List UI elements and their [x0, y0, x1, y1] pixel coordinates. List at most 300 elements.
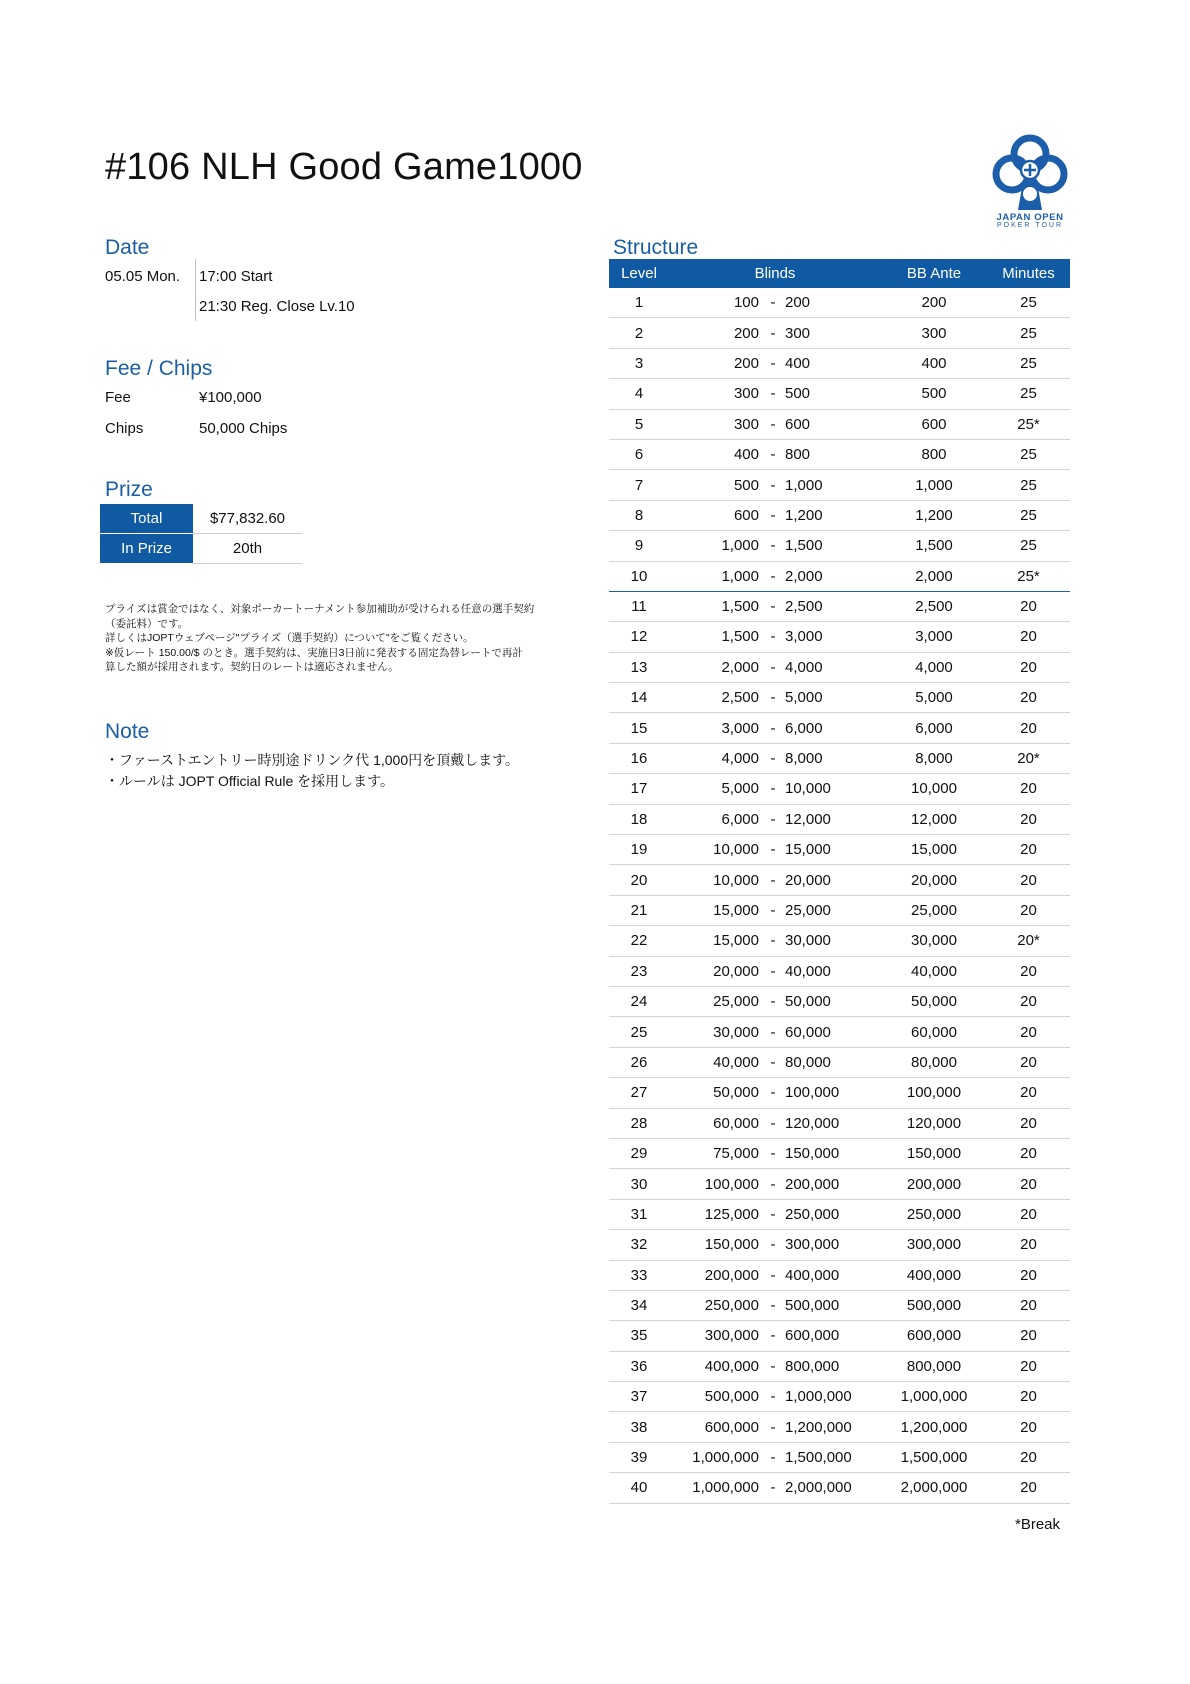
blind-separator: - [763, 1382, 783, 1412]
big-blind-cell: 10,000 [783, 774, 881, 804]
big-blind-cell: 400,000 [783, 1260, 881, 1290]
structure-row [609, 561, 1070, 591]
minutes-cell: 20 [987, 1260, 1070, 1290]
bb-ante-cell: 1,000,000 [881, 1382, 987, 1412]
structure-row [609, 956, 1070, 986]
start-time: 17:00 Start [199, 268, 273, 285]
blind-separator: - [763, 1138, 783, 1168]
small-blind-cell: 75,000 [669, 1138, 763, 1168]
level-cell: 17 [609, 774, 669, 804]
level-cell: 15 [609, 713, 669, 743]
small-blind-cell: 600 [669, 500, 763, 530]
logo-line2: POKER TOUR [996, 222, 1064, 229]
structure-row [609, 683, 1070, 713]
blind-separator: - [763, 622, 783, 652]
structure-row [609, 470, 1070, 500]
blind-separator: - [763, 926, 783, 956]
small-blind-cell: 25,000 [669, 986, 763, 1016]
prize-total-row [100, 504, 302, 534]
bb-ante-cell: 25,000 [881, 895, 987, 925]
bb-ante-cell: 300 [881, 318, 987, 348]
minutes-cell: 20* [987, 743, 1070, 773]
minutes-cell: 20 [987, 835, 1070, 865]
minutes-cell: 20 [987, 804, 1070, 834]
date-divider [195, 259, 196, 321]
jopt-logo [985, 132, 1075, 236]
level-cell: 23 [609, 956, 669, 986]
minutes-cell: 20 [987, 622, 1070, 652]
big-blind-cell: 1,500,000 [783, 1442, 881, 1472]
structure-row [609, 652, 1070, 682]
bb-ante-cell: 1,000 [881, 470, 987, 500]
small-blind-cell: 50,000 [669, 1078, 763, 1108]
level-cell: 12 [609, 622, 669, 652]
big-blind-cell: 4,000 [783, 652, 881, 682]
bb-ante-cell: 1,500,000 [881, 1442, 987, 1472]
bb-ante-cell: 12,000 [881, 804, 987, 834]
blind-separator: - [763, 895, 783, 925]
fee-chips-heading: Fee / Chips [105, 357, 213, 380]
small-blind-cell: 3,000 [669, 713, 763, 743]
blind-separator: - [763, 379, 783, 409]
note-line: ・ファーストエントリー時別途ドリンク代 1,000円を頂戴します。 [105, 752, 519, 768]
big-blind-cell: 50,000 [783, 986, 881, 1016]
bb-ante-cell: 1,200,000 [881, 1412, 987, 1442]
level-cell: 24 [609, 986, 669, 1016]
minutes-cell: 20 [987, 1321, 1070, 1351]
big-blind-cell: 100,000 [783, 1078, 881, 1108]
blind-separator: - [763, 1230, 783, 1260]
prize-table [100, 504, 302, 564]
level-cell: 26 [609, 1047, 669, 1077]
structure-table [609, 259, 1070, 1504]
blind-separator: - [763, 531, 783, 561]
small-blind-cell: 40,000 [669, 1047, 763, 1077]
big-blind-cell: 1,200 [783, 500, 881, 530]
level-cell: 2 [609, 318, 669, 348]
minutes-cell: 20 [987, 865, 1070, 895]
note-heading: Note [105, 720, 150, 743]
blind-separator: - [763, 1351, 783, 1381]
level-cell: 11 [609, 591, 669, 621]
minutes-cell: 20 [987, 1230, 1070, 1260]
bb-ante-cell: 30,000 [881, 926, 987, 956]
big-blind-cell: 1,000,000 [783, 1382, 881, 1412]
minutes-cell: 25 [987, 470, 1070, 500]
structure-heading: Structure [613, 236, 699, 259]
bb-ante-cell: 200,000 [881, 1169, 987, 1199]
reg-close-time: 21:30 Reg. Close Lv.10 [199, 298, 355, 315]
small-blind-cell: 150,000 [669, 1230, 763, 1260]
prize-total-value: $77,832.60 [193, 504, 302, 534]
minutes-cell: 20 [987, 1412, 1070, 1442]
big-blind-cell: 30,000 [783, 926, 881, 956]
structure-row [609, 439, 1070, 469]
level-cell: 3 [609, 348, 669, 378]
blind-separator: - [763, 409, 783, 439]
minutes-cell: 20 [987, 1169, 1070, 1199]
big-blind-cell: 1,000 [783, 470, 881, 500]
event-day: 05.05 Mon. [105, 268, 181, 285]
level-cell: 18 [609, 804, 669, 834]
structure-row [609, 865, 1070, 895]
bb-ante-cell: 600 [881, 409, 987, 439]
bb-ante-cell: 4,000 [881, 652, 987, 682]
big-blind-cell: 2,000,000 [783, 1473, 881, 1503]
small-blind-cell: 1,000,000 [669, 1442, 763, 1472]
structure-row [609, 835, 1070, 865]
small-blind-cell: 60,000 [669, 1108, 763, 1138]
big-blind-cell: 800 [783, 439, 881, 469]
level-cell: 19 [609, 835, 669, 865]
blind-separator: - [763, 865, 783, 895]
blind-separator: - [763, 713, 783, 743]
chips-label: Chips [105, 420, 144, 437]
minutes-cell: 20* [987, 926, 1070, 956]
level-cell: 30 [609, 1169, 669, 1199]
big-blind-cell: 120,000 [783, 1108, 881, 1138]
level-cell: 36 [609, 1351, 669, 1381]
level-cell: 14 [609, 683, 669, 713]
bb-ante-cell: 15,000 [881, 835, 987, 865]
structure-rows [609, 288, 1070, 1503]
big-blind-cell: 300 [783, 318, 881, 348]
small-blind-cell: 1,000 [669, 561, 763, 591]
blinds-column-header: Blinds [669, 259, 881, 288]
blind-separator: - [763, 1260, 783, 1290]
small-blind-cell: 250,000 [669, 1290, 763, 1320]
structure-row [609, 1442, 1070, 1472]
small-blind-cell: 6,000 [669, 804, 763, 834]
club-icon [990, 132, 1070, 214]
big-blind-cell: 12,000 [783, 804, 881, 834]
bb-ante-cell: 20,000 [881, 865, 987, 895]
level-cell: 20 [609, 865, 669, 895]
chips-value: 50,000 Chips [199, 420, 288, 437]
small-blind-cell: 300 [669, 379, 763, 409]
blind-separator: - [763, 1078, 783, 1108]
structure-row [609, 926, 1070, 956]
structure-row [609, 1199, 1070, 1229]
big-blind-cell: 2,500 [783, 591, 881, 621]
minutes-cell: 20 [987, 1199, 1070, 1229]
structure-row [609, 1351, 1070, 1381]
level-cell: 29 [609, 1138, 669, 1168]
big-blind-cell: 60,000 [783, 1017, 881, 1047]
small-blind-cell: 400,000 [669, 1351, 763, 1381]
bb-ante-cell: 2,000 [881, 561, 987, 591]
prize-total-label: Total [100, 504, 193, 534]
big-blind-cell: 600,000 [783, 1321, 881, 1351]
big-blind-cell: 6,000 [783, 713, 881, 743]
bb-ante-cell: 150,000 [881, 1138, 987, 1168]
blind-separator: - [763, 288, 783, 318]
structure-row [609, 1138, 1070, 1168]
structure-row [609, 379, 1070, 409]
small-blind-cell: 1,500 [669, 622, 763, 652]
bb-ante-cell: 120,000 [881, 1108, 987, 1138]
structure-row [609, 895, 1070, 925]
small-blind-cell: 200,000 [669, 1260, 763, 1290]
blind-separator: - [763, 683, 783, 713]
blind-separator: - [763, 956, 783, 986]
minutes-cell: 20 [987, 1473, 1070, 1503]
minutes-cell: 20 [987, 1047, 1070, 1077]
structure-row [609, 1047, 1070, 1077]
level-cell: 4 [609, 379, 669, 409]
big-blind-cell: 500 [783, 379, 881, 409]
minutes-cell: 20 [987, 986, 1070, 1016]
note-line: ・ルールは JOPT Official Rule を採用します。 [105, 773, 395, 789]
structure-row [609, 1290, 1070, 1320]
minutes-cell: 25 [987, 348, 1070, 378]
minutes-cell: 25 [987, 379, 1070, 409]
big-blind-cell: 2,000 [783, 561, 881, 591]
small-blind-cell: 10,000 [669, 865, 763, 895]
small-blind-cell: 100,000 [669, 1169, 763, 1199]
level-cell: 38 [609, 1412, 669, 1442]
minutes-cell: 20 [987, 1351, 1070, 1381]
structure-row [609, 409, 1070, 439]
bb-ante-cell: 6,000 [881, 713, 987, 743]
structure-row [609, 622, 1070, 652]
small-blind-cell: 2,000 [669, 652, 763, 682]
minutes-cell: 25* [987, 409, 1070, 439]
disclaimer-line: （委託料）です。 [105, 617, 189, 630]
blind-separator: - [763, 318, 783, 348]
structure-row [609, 1108, 1070, 1138]
structure-row [609, 348, 1070, 378]
bb-ante-cell: 60,000 [881, 1017, 987, 1047]
big-blind-cell: 200 [783, 288, 881, 318]
big-blind-cell: 1,500 [783, 531, 881, 561]
structure-row [609, 591, 1070, 621]
level-cell: 40 [609, 1473, 669, 1503]
small-blind-cell: 1,000,000 [669, 1473, 763, 1503]
level-cell: 7 [609, 470, 669, 500]
bb-ante-cell: 8,000 [881, 743, 987, 773]
structure-row [609, 1169, 1070, 1199]
blind-separator: - [763, 804, 783, 834]
blind-separator: - [763, 561, 783, 591]
level-cell: 5 [609, 409, 669, 439]
structure-row [609, 713, 1070, 743]
level-cell: 31 [609, 1199, 669, 1229]
bb-ante-cell: 10,000 [881, 774, 987, 804]
disclaimer-line: ※仮レート 150.00/$ のとき。選手契約は、実施日3日前に発表する固定為替レートで再計 [105, 646, 523, 659]
big-blind-cell: 8,000 [783, 743, 881, 773]
structure-row [609, 1017, 1070, 1047]
minutes-cell: 20 [987, 1442, 1070, 1472]
small-blind-cell: 1,000 [669, 531, 763, 561]
structure-row [609, 743, 1070, 773]
minutes-column-header: Minutes [987, 259, 1070, 288]
big-blind-cell: 800,000 [783, 1351, 881, 1381]
date-heading: Date [105, 236, 150, 259]
big-blind-cell: 400 [783, 348, 881, 378]
prize-disclaimer [105, 602, 575, 675]
big-blind-cell: 500,000 [783, 1290, 881, 1320]
logo-line1: JAPAN OPEN [996, 212, 1064, 223]
level-cell: 1 [609, 288, 669, 318]
minutes-cell: 20 [987, 895, 1070, 925]
big-blind-cell: 250,000 [783, 1199, 881, 1229]
minutes-cell: 20 [987, 956, 1070, 986]
level-cell: 27 [609, 1078, 669, 1108]
prize-inprize-row [100, 534, 302, 564]
structure-row [609, 318, 1070, 348]
blind-separator: - [763, 1169, 783, 1199]
bb-ante-cell: 500 [881, 379, 987, 409]
prize-inprize-label: In Prize [100, 534, 193, 564]
level-cell: 34 [609, 1290, 669, 1320]
bb-ante-cell: 200 [881, 288, 987, 318]
blind-separator: - [763, 835, 783, 865]
small-blind-cell: 300,000 [669, 1321, 763, 1351]
small-blind-cell: 200 [669, 318, 763, 348]
structure-row [609, 500, 1070, 530]
bb-ante-cell: 100,000 [881, 1078, 987, 1108]
break-note: *Break [1015, 1516, 1061, 1533]
structure-row [609, 1412, 1070, 1442]
bb-ante-cell: 500,000 [881, 1290, 987, 1320]
level-cell: 35 [609, 1321, 669, 1351]
small-blind-cell: 15,000 [669, 895, 763, 925]
bb-ante-cell: 2,000,000 [881, 1473, 987, 1503]
minutes-cell: 20 [987, 683, 1070, 713]
minutes-cell: 25 [987, 500, 1070, 530]
bb-ante-cell: 400,000 [881, 1260, 987, 1290]
minutes-cell: 20 [987, 1382, 1070, 1412]
small-blind-cell: 1,500 [669, 591, 763, 621]
minutes-cell: 20 [987, 1017, 1070, 1047]
bb-ante-cell: 40,000 [881, 956, 987, 986]
bb-ante-cell: 600,000 [881, 1321, 987, 1351]
blind-separator: - [763, 1017, 783, 1047]
blind-separator: - [763, 743, 783, 773]
minutes-cell: 20 [987, 591, 1070, 621]
level-cell: 16 [609, 743, 669, 773]
structure-row [609, 774, 1070, 804]
blind-separator: - [763, 348, 783, 378]
bb-ante-cell: 300,000 [881, 1230, 987, 1260]
big-blind-cell: 25,000 [783, 895, 881, 925]
structure-row [609, 1230, 1070, 1260]
page-title: #106 NLH Good Game1000 [105, 146, 583, 188]
blind-separator: - [763, 439, 783, 469]
bb-ante-cell: 80,000 [881, 1047, 987, 1077]
minutes-cell: 25 [987, 318, 1070, 348]
small-blind-cell: 500 [669, 470, 763, 500]
level-cell: 9 [609, 531, 669, 561]
bb-ante-cell: 800 [881, 439, 987, 469]
big-blind-cell: 300,000 [783, 1230, 881, 1260]
structure-row [609, 1321, 1070, 1351]
small-blind-cell: 100 [669, 288, 763, 318]
blind-separator: - [763, 1321, 783, 1351]
small-blind-cell: 10,000 [669, 835, 763, 865]
blind-separator: - [763, 1199, 783, 1229]
bb-ante-cell: 5,000 [881, 683, 987, 713]
fee-value: ¥100,000 [199, 389, 262, 406]
structure-row [609, 1260, 1070, 1290]
disclaimer-line: プライズは賞金ではなく、対象ポーカートーナメント参加補助が受けられる任意の選手契約 [105, 603, 535, 615]
bb-ante-cell: 3,000 [881, 622, 987, 652]
structure-row [609, 1382, 1070, 1412]
blind-separator: - [763, 1473, 783, 1503]
minutes-cell: 25* [987, 561, 1070, 591]
level-cell: 25 [609, 1017, 669, 1047]
minutes-cell: 20 [987, 774, 1070, 804]
minutes-cell: 20 [987, 1138, 1070, 1168]
level-cell: 8 [609, 500, 669, 530]
bb-ante-cell: 1,500 [881, 531, 987, 561]
level-cell: 21 [609, 895, 669, 925]
big-blind-cell: 1,200,000 [783, 1412, 881, 1442]
big-blind-cell: 15,000 [783, 835, 881, 865]
disclaimer-line: 詳しくはJOPTウェブページ"プライズ（選手契約）について"をご覧ください。 [105, 632, 474, 644]
level-cell: 6 [609, 439, 669, 469]
blind-separator: - [763, 591, 783, 621]
small-blind-cell: 15,000 [669, 926, 763, 956]
structure-row [609, 804, 1070, 834]
level-cell: 32 [609, 1230, 669, 1260]
minutes-cell: 20 [987, 1290, 1070, 1320]
fee-label: Fee [105, 389, 131, 406]
blind-separator: - [763, 652, 783, 682]
structure-row [609, 1473, 1070, 1503]
level-cell: 13 [609, 652, 669, 682]
bb-ante-cell: 50,000 [881, 986, 987, 1016]
small-blind-cell: 30,000 [669, 1017, 763, 1047]
blind-separator: - [763, 986, 783, 1016]
structure-row [609, 1078, 1070, 1108]
blind-separator: - [763, 1412, 783, 1442]
minutes-cell: 20 [987, 652, 1070, 682]
minutes-cell: 20 [987, 1078, 1070, 1108]
big-blind-cell: 40,000 [783, 956, 881, 986]
big-blind-cell: 3,000 [783, 622, 881, 652]
big-blind-cell: 200,000 [783, 1169, 881, 1199]
big-blind-cell: 5,000 [783, 683, 881, 713]
structure-header-row [609, 259, 1070, 288]
small-blind-cell: 4,000 [669, 743, 763, 773]
level-cell: 33 [609, 1260, 669, 1290]
big-blind-cell: 20,000 [783, 865, 881, 895]
minutes-cell: 25 [987, 531, 1070, 561]
note-list [105, 750, 519, 792]
minutes-cell: 20 [987, 713, 1070, 743]
disclaimer-line: 算した額が採用されます。契約日のレートは適応されません。 [105, 661, 399, 673]
level-column-header: Level [609, 259, 669, 288]
level-cell: 39 [609, 1442, 669, 1472]
ante-column-header: BB Ante [881, 259, 987, 288]
bb-ante-cell: 400 [881, 348, 987, 378]
blind-separator: - [763, 500, 783, 530]
level-cell: 22 [609, 926, 669, 956]
small-blind-cell: 600,000 [669, 1412, 763, 1442]
minutes-cell: 20 [987, 1108, 1070, 1138]
structure-row [609, 288, 1070, 318]
small-blind-cell: 20,000 [669, 956, 763, 986]
small-blind-cell: 200 [669, 348, 763, 378]
blind-separator: - [763, 1108, 783, 1138]
blind-separator: - [763, 1442, 783, 1472]
small-blind-cell: 125,000 [669, 1199, 763, 1229]
big-blind-cell: 80,000 [783, 1047, 881, 1077]
blind-separator: - [763, 470, 783, 500]
prize-heading: Prize [105, 478, 153, 501]
